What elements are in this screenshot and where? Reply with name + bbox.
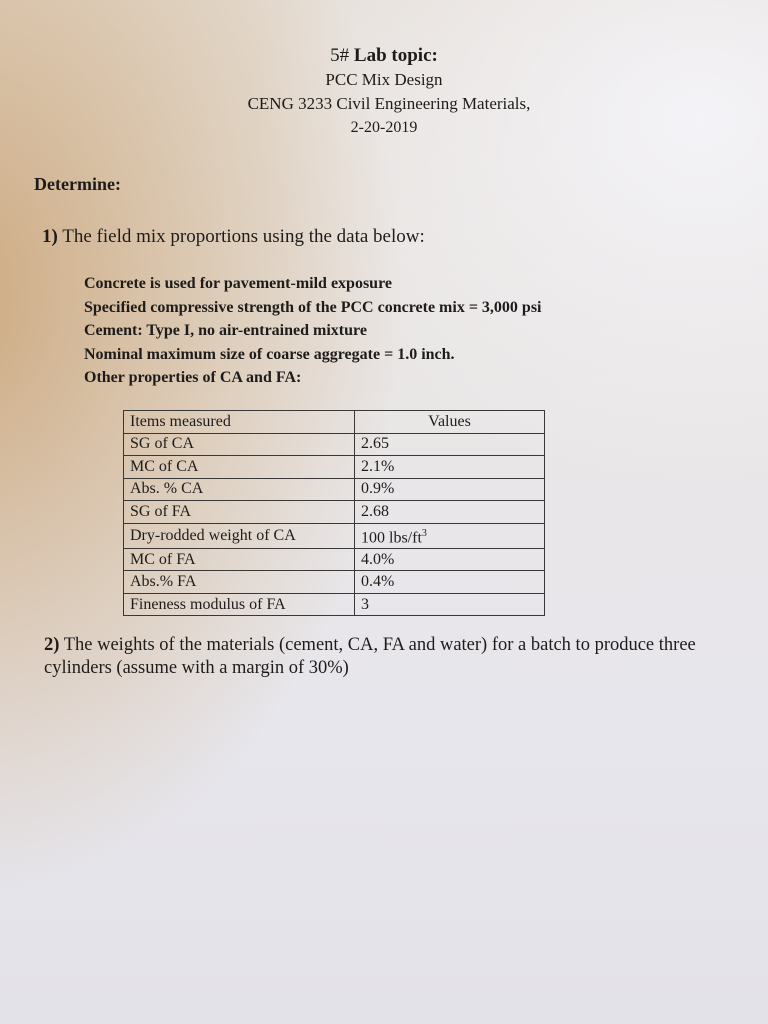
course-name: CENG 3233 Civil Engineering Materials, <box>247 94 531 113</box>
spec-line: Nominal maximum size of coarse aggregate = 1.0 inch. <box>84 345 455 363</box>
lab-number: 5# <box>330 45 350 66</box>
spec-list <box>84 272 542 390</box>
header-items-measured: Items measured <box>124 411 355 434</box>
value-cell: 4.0% <box>355 548 545 571</box>
document-header <box>0 44 768 140</box>
table-row <box>124 433 545 456</box>
table-row <box>124 478 545 501</box>
determine-heading: Determine: <box>34 174 121 194</box>
question-2 <box>44 634 744 680</box>
lab-topic-line <box>0 44 768 68</box>
topic-title: PCC Mix Design <box>325 70 443 89</box>
header-values: Values <box>355 411 545 434</box>
item-cell: MC of FA <box>124 548 355 571</box>
question-2-text: The weights of the materials (cement, CA, FA and water) for a batch to produce three cylinders (assume with a margin of 30%) <box>44 635 696 678</box>
value-cell: 0.4% <box>355 571 545 594</box>
spec-line: Specified compressive strength of the PCC concrete mix = 3,000 psi <box>84 298 542 316</box>
spec-line: Other properties of CA and FA: <box>84 369 302 386</box>
value-cell: 2.1% <box>355 456 545 479</box>
table-row <box>124 456 545 479</box>
item-cell: SG of FA <box>124 501 355 524</box>
question-1 <box>42 226 425 248</box>
question-2-number: 2) <box>44 635 60 655</box>
item-cell: MC of CA <box>124 456 355 479</box>
value-text: 100 lbs/ft <box>361 528 422 546</box>
item-cell: Abs. % CA <box>124 478 355 501</box>
table-row <box>124 548 545 571</box>
table-row <box>124 571 545 594</box>
item-cell: SG of CA <box>124 433 355 456</box>
spec-line: Concrete is used for pavement-mild exposure <box>84 275 392 292</box>
question-1-text: The field mix proportions using the data below: <box>62 226 425 247</box>
item-cell: Dry-rodded weight of CA <box>124 523 355 548</box>
item-cell: Fineness modulus of FA <box>124 593 355 616</box>
value-cell: 3 <box>355 593 545 616</box>
lab-topic-label: Lab topic: <box>353 45 438 66</box>
document-date: 2-20-2019 <box>350 119 418 136</box>
item-cell: Abs.% FA <box>124 571 355 594</box>
unit-exponent: 3 <box>421 527 427 539</box>
value-cell: 0.9% <box>355 478 545 501</box>
table-row <box>124 523 545 548</box>
table-header-row <box>124 411 545 434</box>
value-cell <box>355 523 545 548</box>
table-row <box>124 501 545 524</box>
table-row <box>124 593 545 616</box>
spec-line: Cement: Type I, no air-entrained mixture <box>84 322 367 339</box>
value-cell: 2.68 <box>355 501 545 524</box>
properties-table <box>123 410 545 616</box>
question-1-number: 1) <box>42 226 58 247</box>
value-cell: 2.65 <box>355 433 545 456</box>
